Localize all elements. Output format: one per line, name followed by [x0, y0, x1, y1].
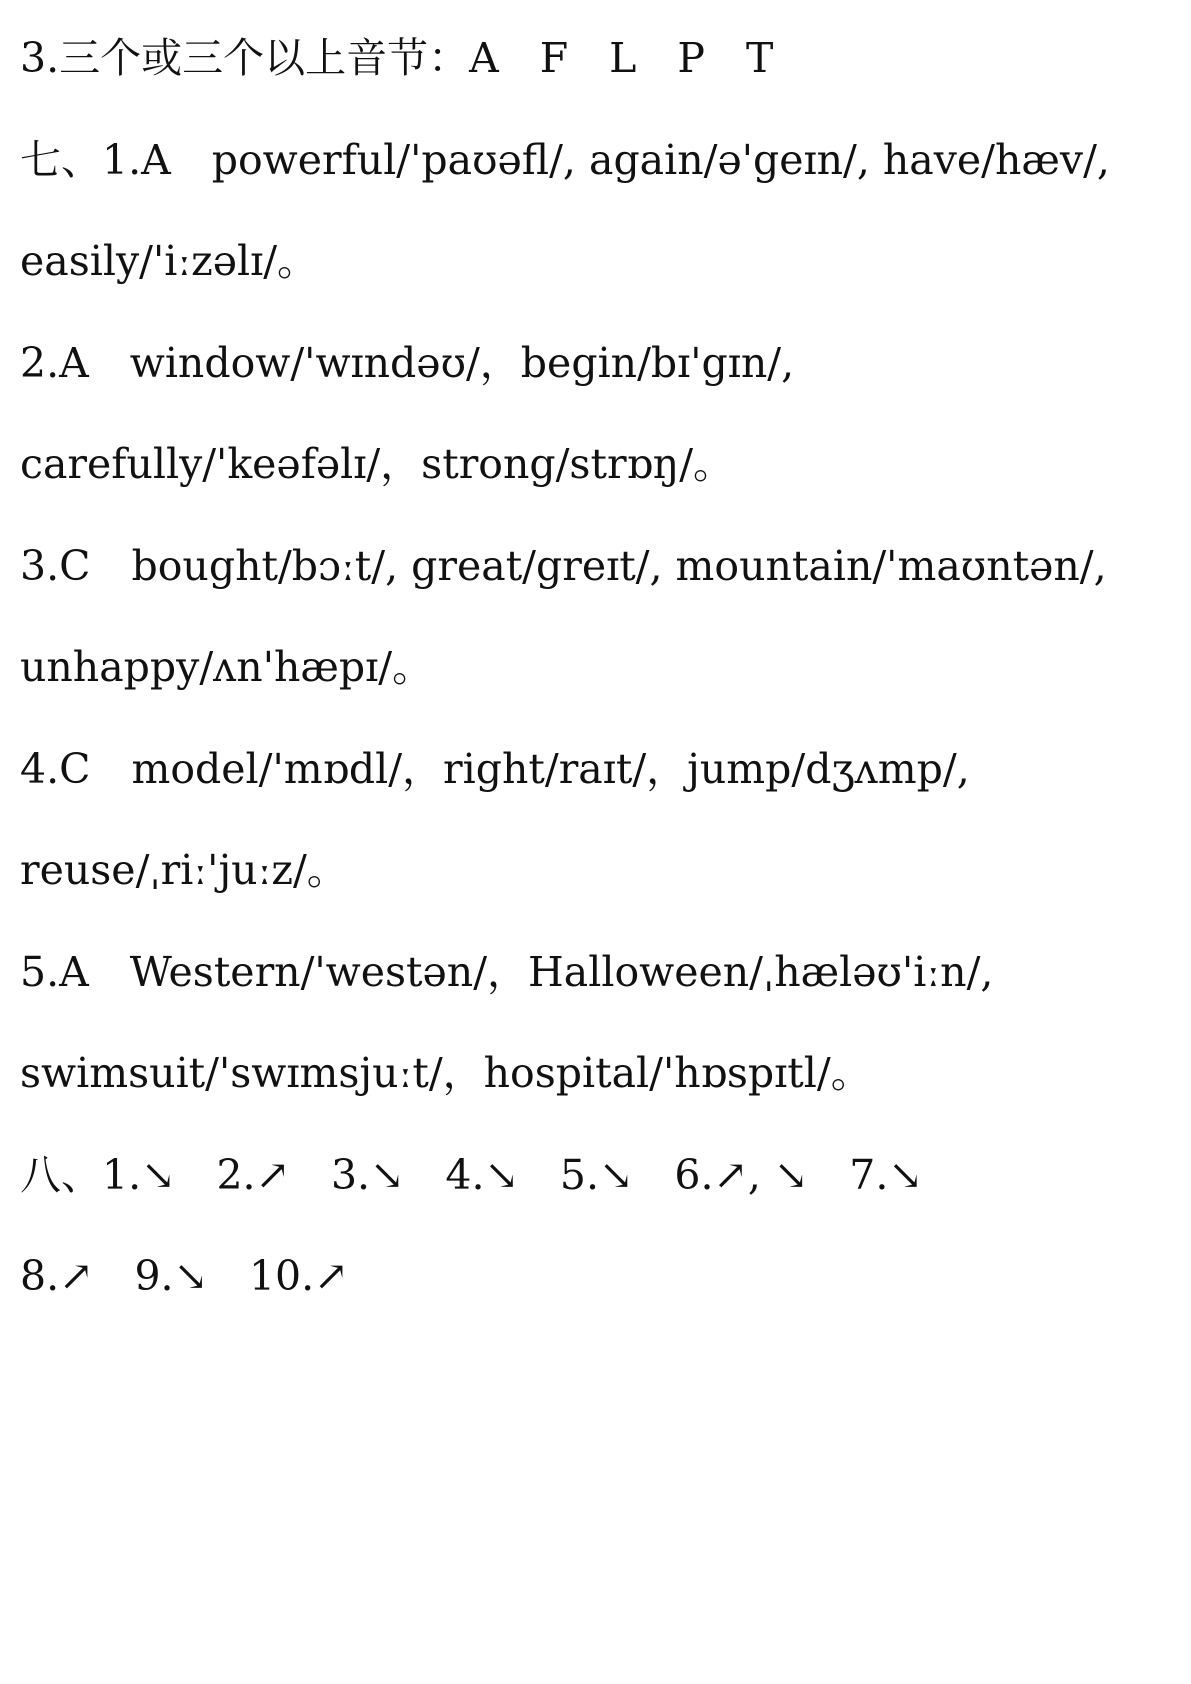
- answer-line-7-1-cont: easily/'iːzəlɪ/。: [20, 237, 319, 285]
- answer-line-7-1: 七、1.A powerful/'paʊəfl/, again/ə'geɪn/, have/hæv/,: [20, 136, 1110, 184]
- answer-line-8-intonation-cont: 8.↗ 9.↘ 10.↗: [20, 1252, 349, 1300]
- answer-line-7-5: 5.A Western/'westən/，Halloween/ˌhæləʊ'iːn/,: [20, 948, 994, 996]
- answer-line-8-intonation: 八、1.↘ 2.↗ 3.↘ 4.↘ 5.↘ 6.↗, ↘ 7.↘: [20, 1151, 923, 1199]
- answer-line-7-2: 2.A window/'wɪndəʊ/，begin/bɪ'gɪn/,: [20, 339, 795, 387]
- answer-line-syllables: 3.三个或三个以上音节：A F L P T: [20, 34, 774, 82]
- answer-line-7-4: 4.C model/'mɒdl/，right/raɪt/，jump/dʒʌmp/,: [20, 745, 970, 793]
- answer-line-7-3: 3.C bought/bɔːt/, great/greɪt/, mountain/'maʊntən/,: [20, 542, 1107, 590]
- answer-line-7-2-cont: carefully/'keəfəlɪ/，strong/strɒŋ/。: [20, 440, 735, 488]
- answer-line-7-3-cont: unhappy/ʌn'hæpɪ/。: [20, 643, 434, 691]
- answer-line-7-4-cont: reuse/ˌriː'juːz/。: [20, 846, 348, 894]
- answer-line-7-5-cont: swimsuit/'swɪmsjuːt/，hospital/'hɒspɪtl/。: [20, 1049, 872, 1097]
